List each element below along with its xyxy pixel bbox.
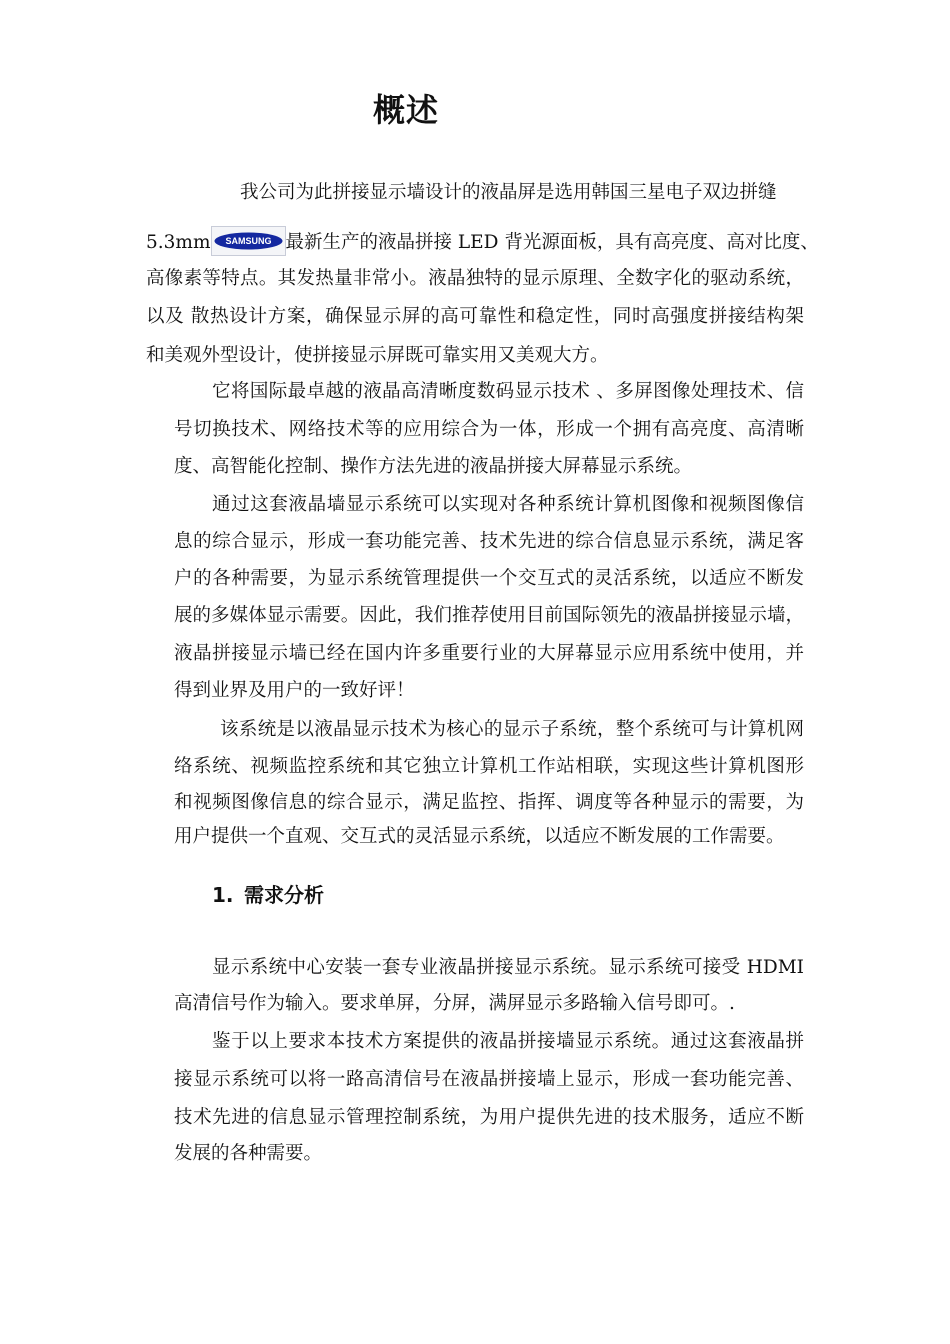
paragraph-1-line-3: 高像素等特点。其发热量非常小。液晶独特的显示原理、全数字化的驱动系统， [146, 268, 804, 289]
page-title: 概述 [372, 91, 439, 129]
samsung-logo [211, 226, 286, 256]
svg-text:SAMSUNG: SAMSUNG [225, 236, 272, 247]
paragraph-1-line-2 [146, 226, 819, 256]
paragraph-3-line-6: 得到业界及用户的一致好评！ [174, 680, 415, 701]
paragraph-1-line-4: 以及 散热设计方案，确保显示屏的高可靠性和稳定性，同时高强度拼接结构架 [146, 306, 804, 327]
seam-width-text: 5.3mm [146, 232, 211, 253]
section-title: 需求分析 [244, 883, 324, 907]
paragraph-2-line-2: 号切换技术、网络技术等的应用综合为一体，形成一个拥有高亮度、高清晰 [174, 419, 804, 440]
section-paragraph-1-line-2: 高清信号作为输入。要求单屏，分屏，满屏显示多路输入信号即可。. [174, 993, 735, 1014]
paragraph-1-line-2-text: 最新生产的液晶拼接 LED 背光源面板，具有高亮度、高对比度、 [285, 232, 819, 253]
paragraph-3-line-5: 液晶拼接显示墙已经在国内许多重要行业的大屏幕显示应用系统中使用，并 [174, 643, 804, 664]
section-paragraph-2-line-4: 发展的各种需要。 [174, 1143, 323, 1164]
paragraph-3-line-3: 户的各种需要，为显示系统管理提供一个交互式的灵活系统，以适应不断发 [174, 568, 804, 589]
paragraph-3-line-4: 展的多媒体显示需要。因此，我们推荐使用目前国际领先的液晶拼接显示墙， [174, 605, 804, 626]
section-number: 1. [212, 883, 234, 907]
paragraph-1-line-1: 我公司为此拼接显示墙设计的液晶屏是选用韩国三星电子双边拼缝 [240, 182, 777, 203]
paragraph-1-line-5: 和美观外型设计，使拼接显示屏既可靠实用又美观大方。 [146, 345, 609, 366]
section-paragraph-2-line-2: 接显示系统可以将一路高清信号在液晶拼接墙上显示，形成一套功能完善、 [174, 1069, 804, 1090]
paragraph-4-line-3: 和视频图像信息的综合显示，满足监控、指挥、调度等各种显示的需要，为 [174, 792, 804, 813]
section-paragraph-1-line-1: 显示系统中心安装一套专业液晶拼接显示系统。显示系统可接受 HDMI [212, 957, 804, 978]
paragraph-3-line-1: 通过这套液晶墙显示系统可以实现对各种系统计算机图像和视频图像信 [212, 494, 804, 515]
paragraph-4-line-4: 用户提供一个直观、交互式的灵活显示系统，以适应不断发展的工作需要。 [174, 826, 785, 847]
paragraph-2-line-1: 它将国际最卓越的液晶高清晰度数码显示技术 、多屏图像处理技术、信 [212, 381, 804, 402]
paragraph-3-line-2: 息的综合显示，形成一套功能完善、技术先进的综合信息显示系统，满足客 [174, 531, 804, 552]
paragraph-2-line-3: 度、高智能化控制、操作方法先进的液晶拼接大屏幕显示系统。 [174, 456, 693, 477]
paragraph-4-line-2: 络系统、视频监控系统和其它独立计算机工作站相联，实现这些计算机图形 [174, 756, 804, 777]
section-paragraph-2-line-1: 鉴于以上要求本技术方案提供的液晶拼接墙显示系统。通过这套液晶拼 [212, 1031, 804, 1052]
section-paragraph-2-line-3: 技术先进的信息显示管理控制系统，为用户提供先进的技术服务，适应不断 [174, 1107, 804, 1128]
section-heading [212, 880, 324, 910]
paragraph-4-line-1: 该系统是以液晶显示技术为核心的显示子系统，整个系统可与计算机网 [220, 719, 804, 740]
